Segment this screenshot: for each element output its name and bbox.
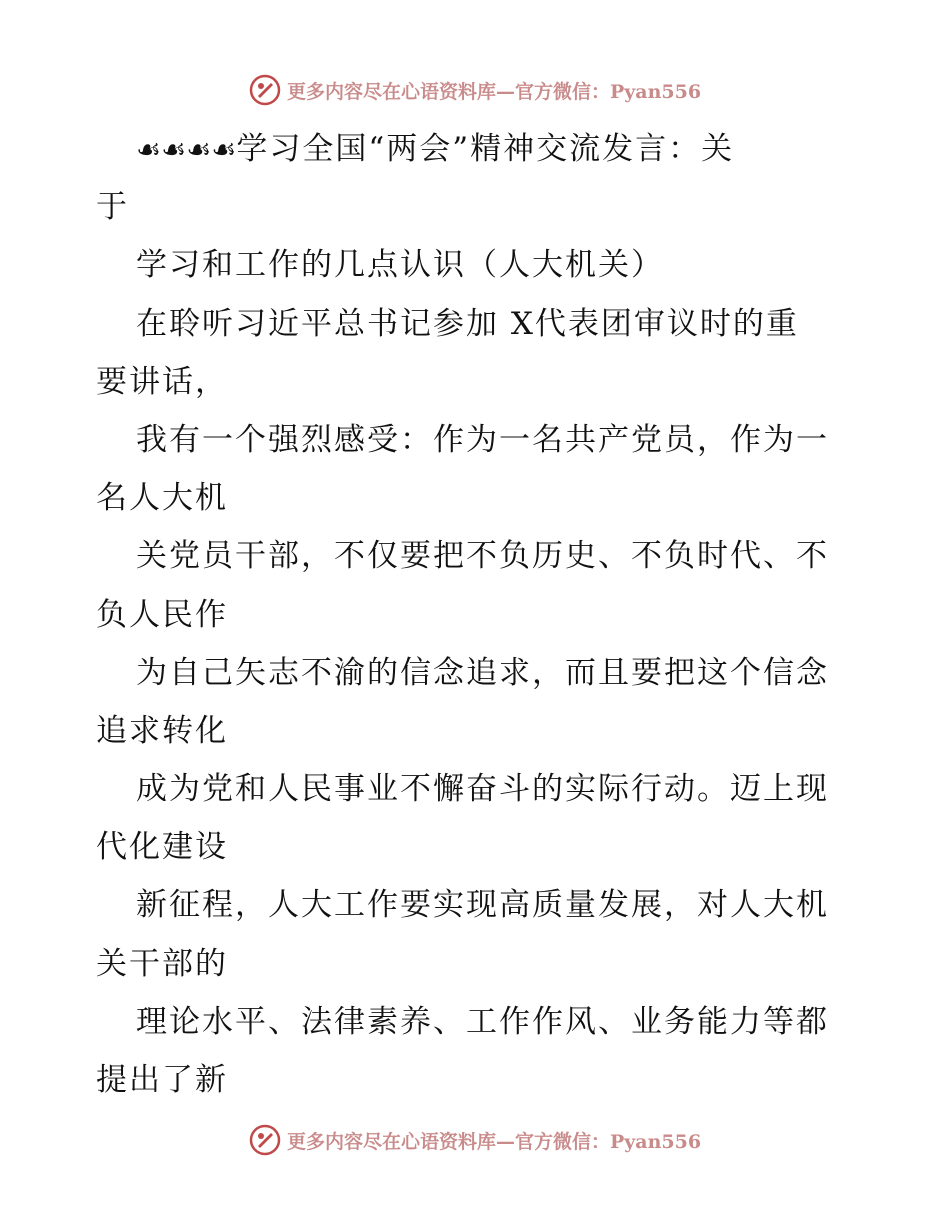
ornament-icon: ☙☙☙☙ <box>136 133 237 166</box>
doc-line-3: 学习和工作的几点认识（人大机关） <box>136 247 664 284</box>
doc-line-10: 为自己矢志不渝的信念追求，而且要把这个信念 <box>136 654 829 691</box>
doc-line-2: 于 <box>96 189 129 226</box>
doc-line-15: 关干部的 <box>96 945 228 982</box>
watermark-text-top: 更多内容尽在心语资料库—官方微信：Pyan556 <box>286 80 702 103</box>
watermark-banner-top <box>0 70 950 110</box>
doc-line-6: 我有一个强烈感受：作为一名共产党员，作为一 <box>136 421 829 458</box>
doc-line-4: 在聆听习近平总书记参加 X代表团审议时的重 <box>136 305 799 342</box>
doc-line-5: 要讲话， <box>96 363 228 400</box>
doc-line-7: 名人大机 <box>96 480 228 517</box>
document-body <box>96 120 856 1109</box>
doc-line-9: 负人民作 <box>96 596 228 633</box>
logo-icon <box>249 1124 281 1156</box>
doc-line-1 <box>96 120 856 178</box>
doc-line-14: 新征程，人大工作要实现高质量发展，对人大机 <box>136 887 829 924</box>
doc-line-11: 追求转化 <box>96 712 228 749</box>
watermark-banner-bottom <box>0 1120 950 1160</box>
doc-line-16: 理论水平、法律素养、工作作风、业务能力等都 <box>136 1003 829 1040</box>
doc-title-line-1: 学习全国“两会”精神交流发言：关 <box>236 131 735 167</box>
watermark-text-bottom: 更多内容尽在心语资料库—官方微信：Pyan556 <box>286 1130 702 1153</box>
doc-line-17: 提出了新 <box>96 1062 228 1098</box>
logo-icon <box>249 74 281 106</box>
doc-line-12: 成为党和人民事业不懈奋斗的实际行动。迈上现 <box>136 771 829 808</box>
doc-line-13: 代化建设 <box>96 829 228 866</box>
doc-line-8: 关党员干部，不仅要把不负历史、不负时代、不 <box>136 538 829 575</box>
